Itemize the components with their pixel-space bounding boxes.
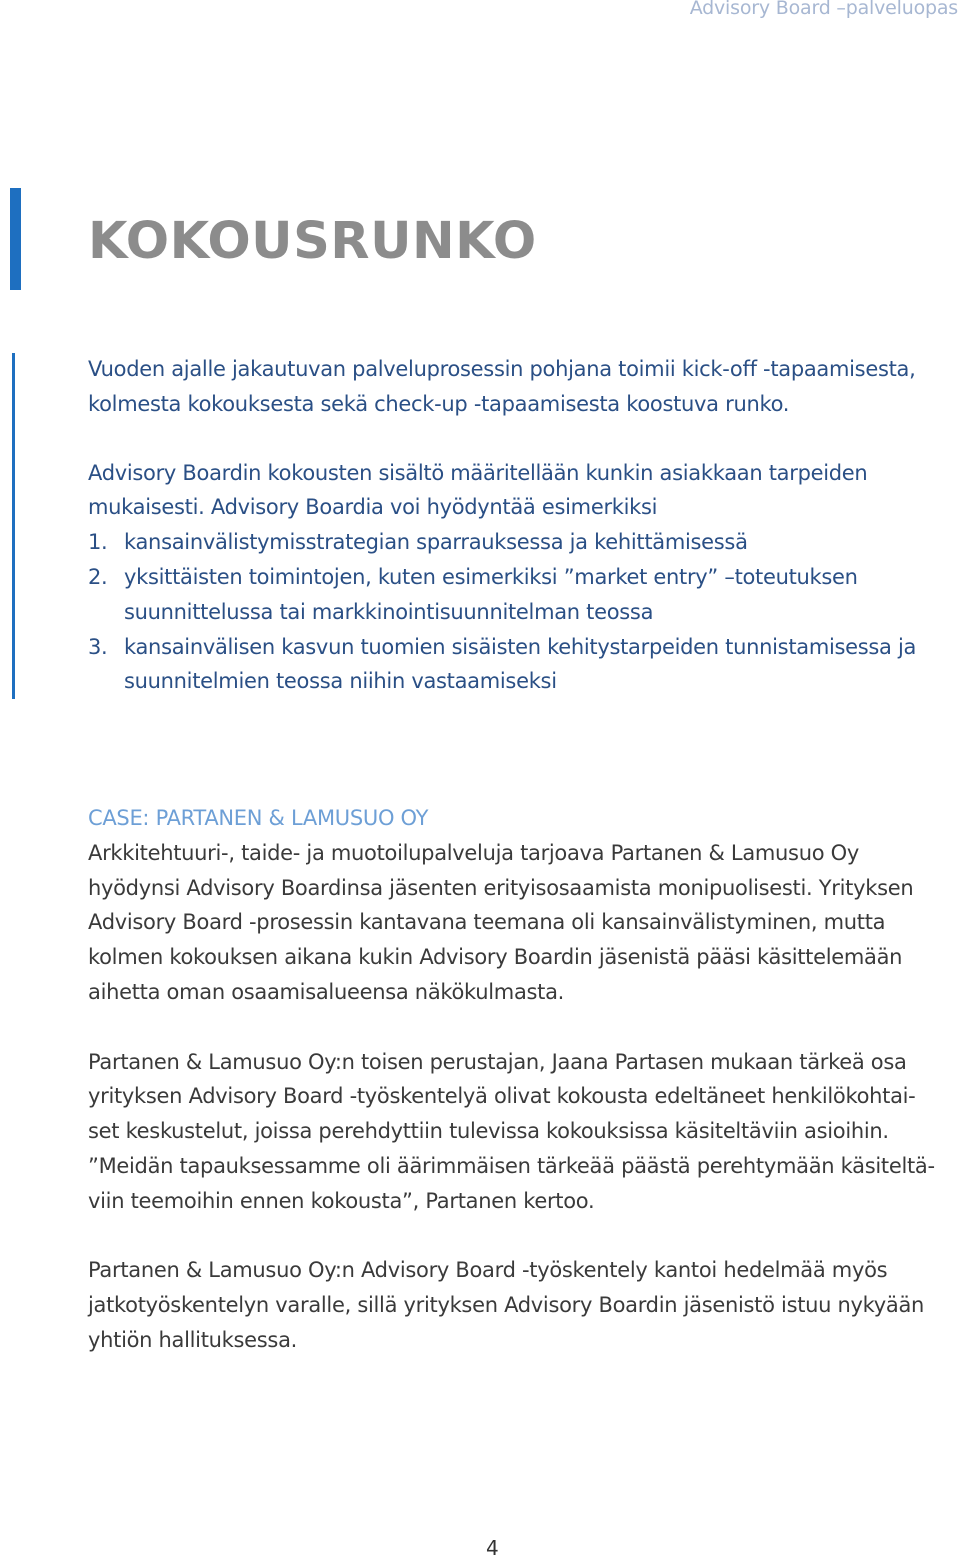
intro-paragraph-1 [88,352,948,422]
text-line: suunnitelmien teossa niihin vastaamiseksi [124,669,557,694]
text-line: mukaisesti. Advisory Boardia voi hyödyntää esimerkiksi [88,495,658,520]
text-line: Advisory Boardin kokousten sisältö määritellään kunkin asiakkaan tarpeiden [88,460,868,485]
list-item [88,630,948,700]
list-item [88,525,948,560]
text-line: jatkotyöskentelyn varalle, sillä yrityksen Advisory Boardin jäsenistö istuu nykyään [88,1293,925,1318]
text-line: set keskustelut, joissa perehdyttiin tulevissa kokouksissa käsiteltäviin asioihin. [88,1119,889,1144]
case-section [88,801,950,1393]
text-line: Partanen & Lamusuo Oy:n Advisory Board -työskentely kantoi hedelmää myös [88,1258,888,1283]
title-accent-bar [10,188,21,290]
text-line: hyödynsi Advisory Boardinsa jäsenten erityisosaamista monipuolisesti. Yrityksen [88,875,914,900]
text-line: viin teemoihin ennen kokousta”, Partanen kertoo. [88,1188,595,1213]
list-number: 3. [88,634,108,659]
text-line: suunnittelussa tai markkinointisuunnitelman teossa [124,599,654,624]
list-number: 1. [88,530,108,555]
text-line: ”Meidän tapauksessamme oli äärimmäisen tärkeää päästä perehtymään käsiteltä- [88,1153,935,1178]
text-line: kolmen kokouksen aikana kukin Advisory Boardin jäsenistä pääsi käsittelemään [88,945,903,970]
text-line: yrityksen Advisory Board -työskentelyä olivat kokousta edeltäneet henkilökohtai- [88,1084,916,1109]
case-paragraph-2 [88,1045,950,1219]
case-heading: CASE: PARTANEN & LAMUSUO OY [88,806,429,830]
list-number: 2. [88,564,108,589]
text-line: Vuoden ajalle jakautuvan palveluprosessin pohjana toimii kick-off -tapaamisesta, [88,357,916,381]
text-line: yksittäisten toimintojen, kuten esimerkiksi ”market entry” –toteutuksen [124,564,858,589]
text-line: Partanen & Lamusuo Oy:n toisen perustajan, Jaana Partasen mukaan tärkeä osa [88,1049,907,1074]
case-paragraph-3 [88,1253,950,1357]
intro-paragraph-2 [88,456,948,526]
list-item [88,560,948,630]
text-line: aihetta oman osaamisalueensa näkökulmasta. [88,979,565,1004]
text-line: Advisory Board -prosessin kantavana teemana oli kansainvälistyminen, mutta [88,910,886,935]
intro-accent-bar [12,353,15,699]
page-number: 4 [486,1536,499,1560]
intro-section [88,352,948,699]
text-line: kolmesta kokouksesta sekä check-up -tapaamisesta koostuva runko. [88,391,790,416]
running-header: Advisory Board –palveluopas [689,0,958,19]
text-line: Arkkitehtuuri-, taide- ja muotoilupalveluja tarjoava Partanen & Lamusuo Oy [88,840,859,865]
text-line: yhtiön hallituksessa. [88,1327,298,1352]
text-line: kansainvälisen kasvun tuomien sisäisten kehitystarpeiden tunnistamisessa ja [124,634,917,659]
page-title: KOKOUSRUNKO [88,212,537,271]
case-paragraph-1 [88,836,950,1010]
usage-examples-list [88,525,948,699]
text-line: kansainvälistymisstrategian sparrauksessa ja kehittämisessä [124,530,748,555]
